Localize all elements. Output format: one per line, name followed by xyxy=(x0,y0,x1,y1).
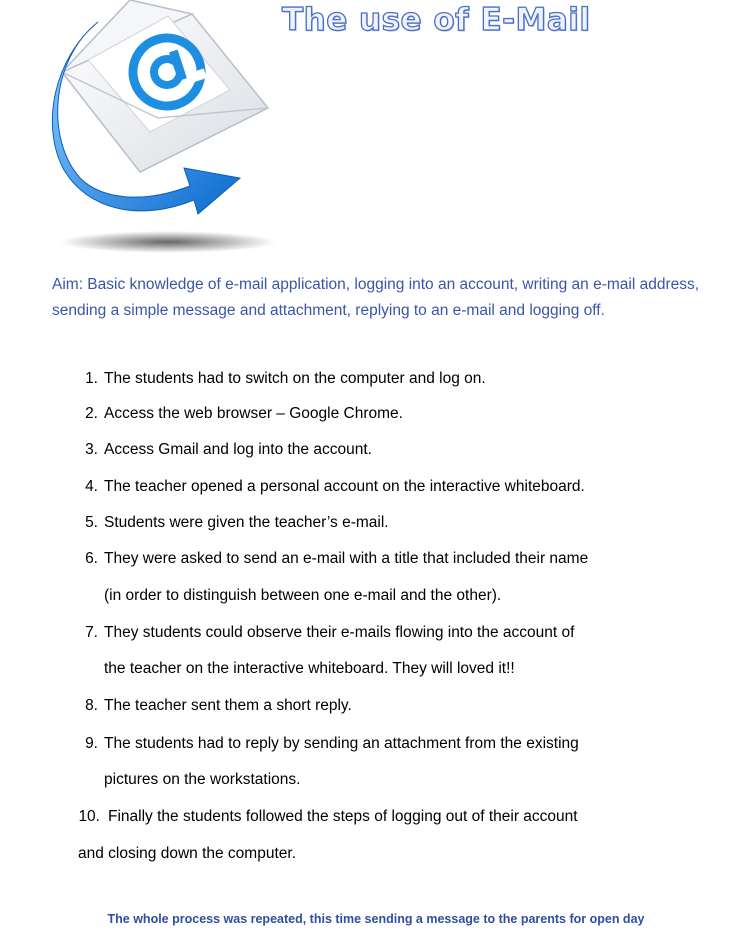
email-envelope-at-icon xyxy=(40,0,290,258)
list-item-number: 1. xyxy=(85,370,98,387)
list-item-continuation: the teacher on the interactive whiteboard. They will loved it!! xyxy=(104,660,515,677)
list-item-text: Students were given the teacher’s e-mail. xyxy=(104,514,389,531)
list-item-text: Finally the students followed the steps of logging out of their account xyxy=(108,808,578,825)
list-item-text: The teacher opened a personal account on the interactive whiteboard. xyxy=(104,478,585,495)
list-item-text: The teacher sent them a short reply. xyxy=(104,697,352,714)
list-item-number: 4. xyxy=(85,478,98,495)
list-item-number: 8. xyxy=(85,697,98,714)
list-item-text: The students had to reply by sending an attachment from the existing xyxy=(104,735,579,752)
list-item-number: 3. xyxy=(85,441,98,458)
list-item-text: Access Gmail and log into the account. xyxy=(104,441,372,458)
aim-paragraph: Aim: Basic knowledge of e-mail application, logging into an account, writing an e-mail address, sending a simple message and attachment, replying to an e-mail and logging off. xyxy=(52,276,700,319)
list-item-text: They students could observe their e-mails flowing into the account of xyxy=(104,624,575,641)
list-item-continuation: pictures on the workstations. xyxy=(104,771,301,788)
list-item-text: The students had to switch on the computer and log on. xyxy=(104,370,486,387)
list-item-number: 5. xyxy=(85,514,98,531)
page-title: The use of E-Mail xyxy=(282,2,591,38)
footer-note: The whole process was repeated, this time sending a message to the parents for open day xyxy=(107,912,645,926)
list-item-continuation: (in order to distinguish between one e-mail and the other). xyxy=(104,587,502,604)
list-item-number: 9. xyxy=(85,735,98,752)
list-item-text: They were asked to send an e-mail with a title that included their name xyxy=(104,550,589,567)
list-item-number: 2. xyxy=(85,405,98,422)
list-item-continuation: and closing down the computer. xyxy=(78,845,296,862)
list-item-number: 6. xyxy=(85,550,98,567)
list-item-number: 10. xyxy=(78,808,100,825)
list-item-number: 7. xyxy=(85,624,98,641)
email-logo xyxy=(40,0,290,258)
list-item-text: Access the web browser – Google Chrome. xyxy=(104,405,403,422)
